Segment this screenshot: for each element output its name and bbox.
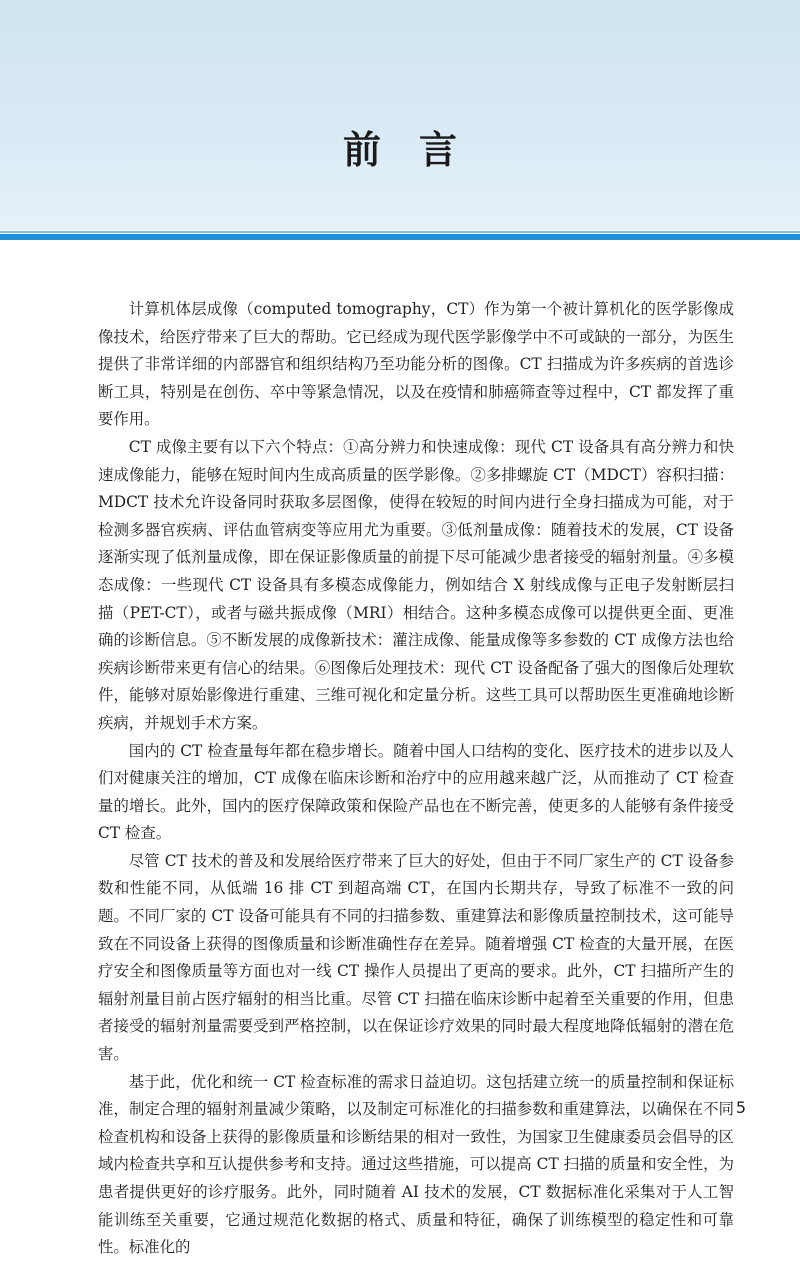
- paragraph: 计算机体层成像（computed tomography，CT）作为第一个被计算机化的医学影像成像技术，给医疗带来了巨大的帮助。它已经成为现代医学影像学中不可或缺的一部分，为医生提供了非常详细的内部器官和组织结构乃至功能分析的图像。CT 扫描成为许多疾病的首选诊断工具，特别是在创伤、卒中等紧急情况，以及在疫情和肺癌筛查等过程中，CT 都发挥了重要作用。: [98, 300, 734, 429]
- header-band: [0, 0, 800, 230]
- body-text: [98, 296, 734, 1262]
- paragraph: CT 成像主要有以下六个特点：①高分辨力和快速成像：现代 CT 设备具有高分辨力和快速成像能力，能够在短时间内生成高质量的医学影像。②多排螺旋 CT（MDCT）容积扫描：MDCT 技术允许设备同时获取多层图像，使得在较短的时间内进行全身扫描成为可能，对于检测多器官疾病、评估血管病变等应用尤为重要。③低剂量成像：随着技术的发展，CT 设备逐渐实现了低剂量成像，即在保证影像质量的前提下尽可能减少患者接受的辐射剂量。④多模态成像：一些现代 CT 设备具有多模态成像能力，例如结合 X 射线成像与正电子发射断层扫描（PET-CT），或者与磁共振成像（MRI）相结合。这种多模态成像可以提供更全面、更准确的诊断信息。⑤不断发展的成像新技术：灌注成像、能量成像等多参数的 CT 成像方法也给疾病诊断带来更有信心的结果。⑥图像后处理技术：现代 CT 设备配备了强大的图像后处理软件，能够对原始影像进行重建、三维可视化和定量分析。这些工具可以帮助医生更准确地诊断疾病，并规划手术方案。: [98, 437, 734, 732]
- paragraph: 尽管 CT 技术的普及和发展给医疗带来了巨大的好处，但由于不同厂家生产的 CT 设备参数和性能不同，从低端 16 排 CT 到超高端 CT，在国内长期共存，导致了标准不一致的问题。不同厂家的 CT 设备可能具有不同的扫描参数、重建算法和影像质量控制技术，这可能导致在不同设备上获得的图像质量和诊断准确性存在差异。随着增强 CT 检查的大量开展，在医疗安全和图像质量等方面也对一线 CT 操作人员提出了更高的要求。此外，CT 扫描所产生的辐射剂量目前占医疗辐射的相当比重。尽管 CT 扫描在临床诊断中起着至关重要的作用，但患者接受的辐射剂量需要受到严格控制，以在保证诊疗效果的同时最大程度地降低辐射的潜在危害。: [98, 851, 734, 1064]
- paragraph: 国内的 CT 检查量每年都在稳步增长。随着中国人口结构的变化、医疗技术的进步以及人们对健康关注的增加，CT 成像在临床诊断和治疗中的应用越来越广泛，从而推动了 CT 检查量的增长。此外，国内的医疗保障政策和保险产品也在不断完善，使更多的人能够有条件接受 CT 检查。: [98, 741, 734, 843]
- paragraph: 基于此，优化和统一 CT 检查标准的需求日益迫切。这包括建立统一的质量控制和保证标准，制定合理的辐射剂量减少策略，以及制定可标准化的扫描参数和重建算法，以确保在不同检查机构和设备上获得的影像质量和诊断结果的相对一致性，为国家卫生健康委员会倡导的区域内检查共享和互认提供参考和支持。通过这些措施，可以提高 CT 扫描的质量和安全性，为患者提供更好的诊疗服务。此外，同时随着 AI 技术的发展，CT 数据标准化采集对于人工智能训练至关重要，它通过规范化数据的格式、质量和特征，确保了训练模型的稳定性和可靠性。标准化的: [98, 1072, 734, 1257]
- page-number: 5: [735, 1098, 746, 1117]
- header-divider-thin: [0, 231, 800, 233]
- page-title: 前言: [342, 128, 495, 172]
- header-divider-thick: [0, 234, 800, 240]
